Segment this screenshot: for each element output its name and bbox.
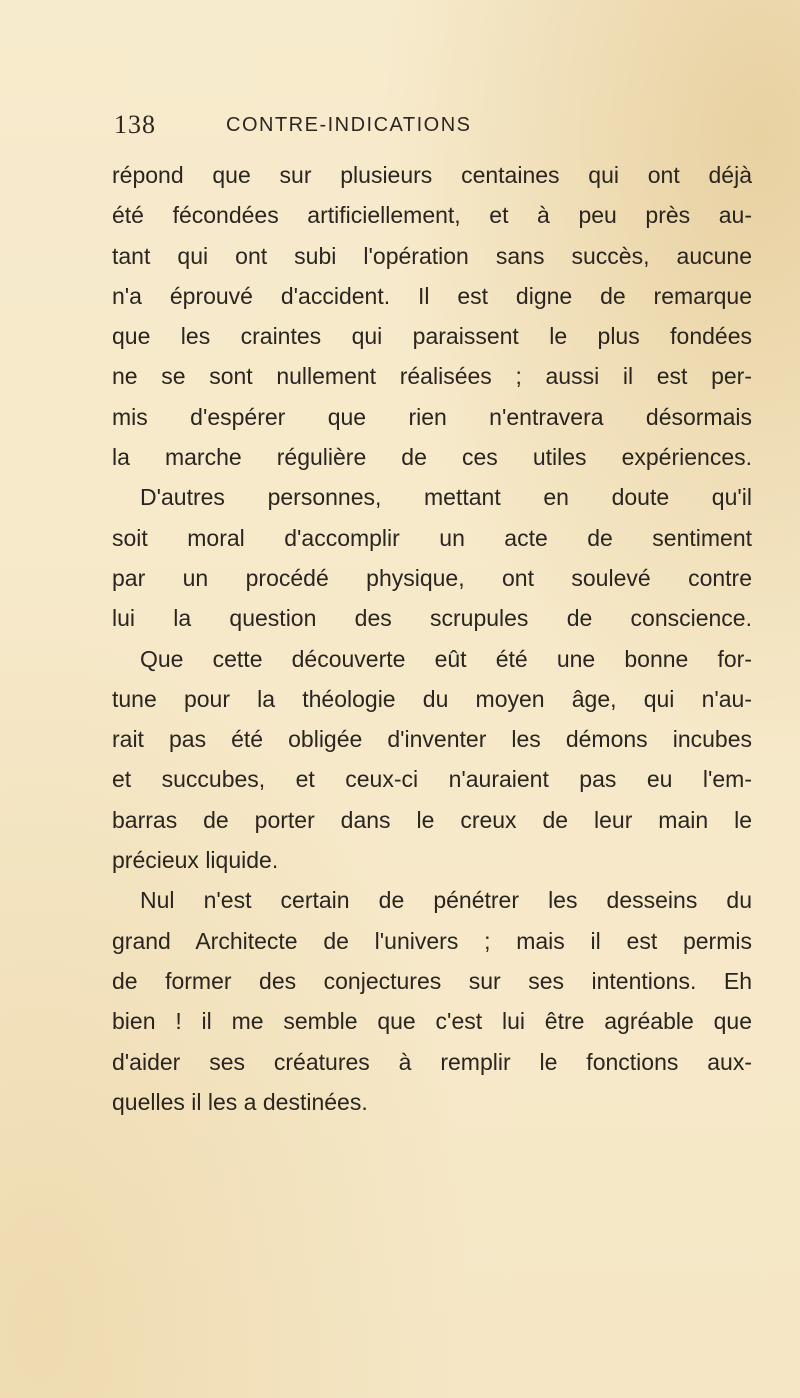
text-line: ne se sont nullement réalisées ; aussi il est per- [112, 363, 752, 390]
text-line: soit moral d'accomplir un acte de sentiment [112, 524, 752, 551]
text-line: quelles il les a destinées. [112, 1088, 368, 1115]
body-text [112, 155, 752, 1122]
text-line: n'a éprouvé d'accident. Il est digne de remarque [112, 282, 752, 309]
text-line: Que cette découverte eût été une bonne for- [140, 645, 752, 672]
text-line: précieux liquide. [112, 847, 279, 874]
text-line: tant qui ont subi l'opération sans succès, aucune [112, 242, 752, 269]
text-line: grand Architecte de l'univers ; mais il est permis [112, 927, 752, 954]
text-line: de former des conjectures sur ses intentions. Eh [112, 967, 752, 994]
text-line: tune pour la théologie du moyen âge, qui n'au- [112, 685, 752, 712]
text-line: par un procédé physique, ont soulevé contre [112, 564, 752, 591]
text-line: barras de porter dans le creux de leur main le [112, 806, 752, 833]
page-number: 138 [114, 110, 156, 139]
page-header [104, 108, 724, 148]
running-title: CONTRE-INDICATIONS [226, 114, 472, 136]
text-line: la marche régulière de ces utiles expériences. [112, 444, 752, 471]
text-line: répond que sur plusieurs centaines qui ont déjà [112, 162, 752, 188]
text-line: été fécondées artificiellement, et à peu près au- [112, 202, 752, 229]
text-line: et succubes, et ceux-ci n'auraient pas eu l'em- [112, 766, 752, 793]
text-line: Nul n'est certain de pénétrer les desseins du [140, 887, 752, 914]
text-line: d'aider ses créatures à remplir le fonctions aux- [112, 1048, 752, 1075]
text-line: mis d'espérer que rien n'entravera désormais [112, 403, 752, 430]
text-line: lui la question des scrupules de conscience. [112, 605, 752, 632]
text-line: que les craintes qui paraissent le plus fondées [112, 323, 752, 350]
text-line: rait pas été obligée d'inventer les démons incubes [112, 726, 752, 753]
text-line: bien ! il me semble que c'est lui être agréable que [112, 1008, 752, 1035]
text-line: D'autres personnes, mettant en doute qu'il [140, 484, 752, 511]
